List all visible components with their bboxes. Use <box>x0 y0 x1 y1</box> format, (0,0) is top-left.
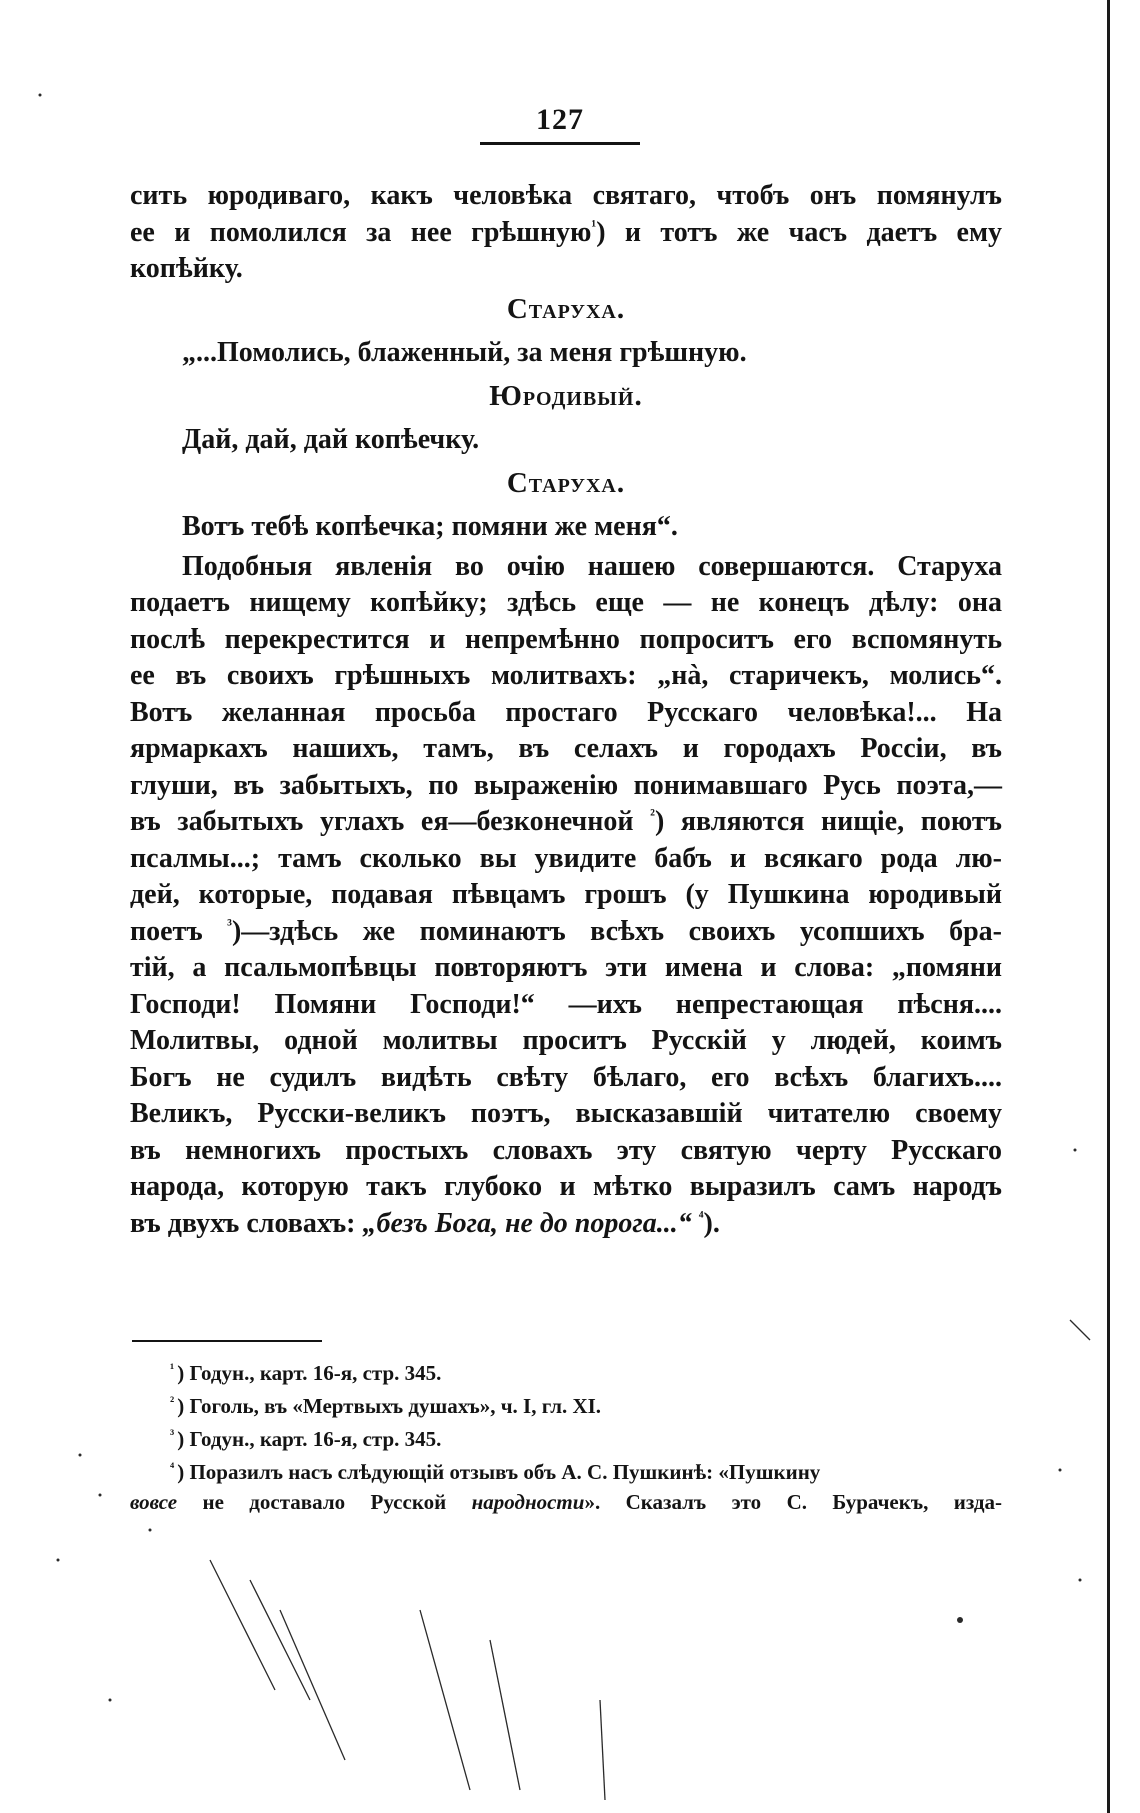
speaker-holy-fool: Юродивый. <box>489 379 643 412</box>
para-line-17: въ немногихъ простыхъ словахъ эту святую черту Русскаго <box>130 1134 1002 1166</box>
para-line-18: народа, которую такъ глубоко и мѣтко выразилъ самъ народъ <box>130 1171 1002 1202</box>
para-line-11: поетъ $^{^3}$)—здѣсь же поминаютъ всѣхъ своихъ усопшихъ бра- <box>130 915 1003 947</box>
text-line-2: ее и помолился за нее грѣшную$^{^1}$) и тотъ же часъ даетъ ему <box>130 216 1003 248</box>
footnote-4: $^{^4}$ ) Поразилъ насъ слѣдующій отзывъ объ А. С. Пушкинѣ: «Пушкину <box>170 1460 821 1484</box>
para-line-6: ярмаркахъ нашихъ, тамъ, въ селахъ и городахъ Россіи, въ <box>130 733 1002 764</box>
footnote-ref-1: ¹ <box>591 217 597 235</box>
speaker-old-woman: Старуха. <box>506 292 626 325</box>
speech-holy-fool: Дай, дай, дай копѣечку. <box>182 423 480 455</box>
text-line-1: сить юродиваго, какъ человѣка святаго, чтобъ онъ помянулъ <box>130 180 1002 211</box>
para-line-4: ее въ своихъ грѣшныхъ молитвахъ: „нà, старичекъ, молись“. <box>130 660 1002 691</box>
para-line-12: тій, а псальмопѣвцы повторяютъ эти имена и слова: „помяни <box>130 952 1002 983</box>
para-line-19: въ двухъ словахъ: „безъ Бога, не до порога...“ $^{^4}$). <box>130 1207 720 1239</box>
text-line-3: копѣйку. <box>130 253 243 284</box>
proverb-quote: „безъ Бога, не до порога...“ <box>362 1207 692 1239</box>
para-line-9: псалмы...; тамъ сколько вы увидите бабъ и всякаго рода лю- <box>130 842 1002 874</box>
para-line-5: Вотъ желанная просьба простаго Русскаго человѣка!... На <box>130 696 1002 728</box>
speech-old-woman-2: Вотъ тебѣ копѣечка; помяни же меня“. <box>182 510 678 542</box>
footnote-ref-4: ⁴ <box>698 1208 704 1226</box>
para-line-13: Господи! Помяни Господи!“ —ихъ непрестающая пѣсня.... <box>130 988 1002 1020</box>
footnote-ref-2: ² <box>650 807 655 824</box>
para-line-2: подаетъ нищему копѣйку; здѣсь еще — не конецъ дѣлу: она <box>130 587 1002 618</box>
page-number: 127 <box>536 103 584 136</box>
para-line-3: послѣ перекрестится и непремѣнно попроситъ его вспомянуть <box>130 623 1002 655</box>
para-line-8: въ забытыхъ углахъ ея—безконечной $^{^2}$) являются нищіе, поютъ <box>130 806 1002 837</box>
para-line-14: Молитвы, одной молитвы проситъ Русскій у людей, коимъ <box>130 1025 1002 1056</box>
para-line-1: Подобныя явленія во очію нашею совершаются. Старуха <box>182 550 1002 582</box>
footnote-ref-3: ³ <box>227 916 232 934</box>
para-line-15: Богъ не судилъ видѣть свѣту бѣлаго, его всѣхъ благихъ.... <box>130 1061 1002 1093</box>
footnote-4-continuation: вовсе не доставало Русской народности». Сказалъ это С. Бурачекъ, изда- <box>130 1490 1002 1514</box>
para-line-16: Великъ, Русски-великъ поэтъ, высказавшій читателю своему <box>130 1098 1002 1129</box>
speech-old-woman-1: „...Помолись, блаженный, за меня грѣшную. <box>182 336 747 368</box>
speaker-old-woman-2: Старуха. <box>506 466 626 499</box>
para-line-10: дей, которые, подавая пѣвцамъ грошъ (у Пушкина юродивый <box>130 879 1002 910</box>
footnote-2: $^{^2}$ ) Гоголь, въ «Мертвыхъ душахъ», ч. I, гл. XI. <box>170 1394 602 1418</box>
para-line-7: глуши, въ забытыхъ, по выраженію понимавшаго Русь поэта,— <box>130 769 1002 801</box>
footnote-3: $^{^3}$ ) Годун., карт. 16-я, стр. 345. <box>170 1427 442 1451</box>
footnote-1: $^{^1}$ ) Годун., карт. 16-я, стр. 345. <box>170 1361 442 1385</box>
